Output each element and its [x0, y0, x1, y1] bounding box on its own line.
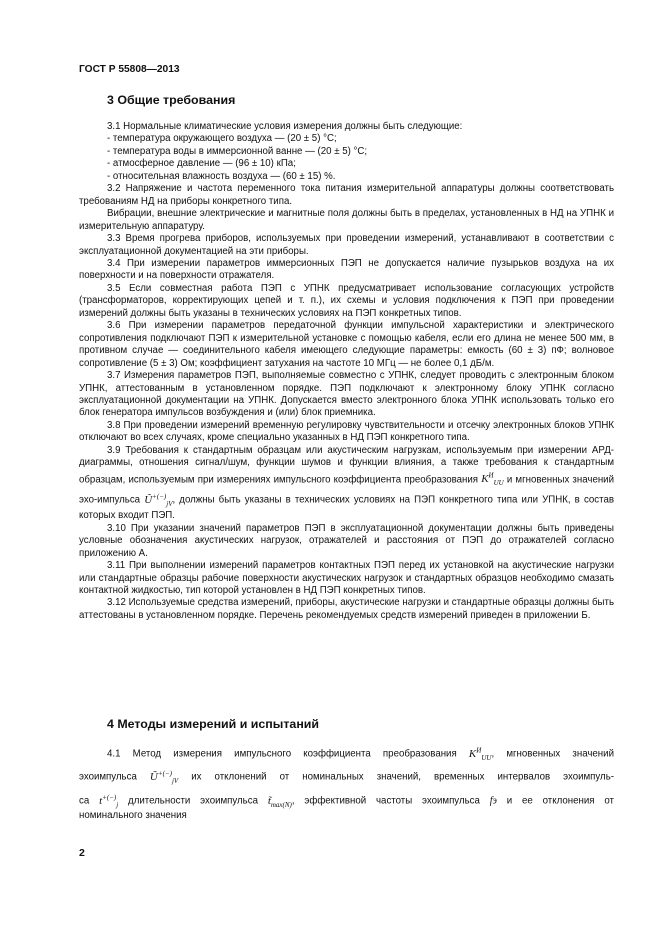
p41-text-i: номинального значения [79, 810, 187, 821]
paragraph-p34: 3.4 При измерении параметров иммерсионных ПЭП не допускается наличие пузырьков воздуха на их поверхности и на поверхности отражателя. [79, 257, 614, 282]
p41-text-b: , мгновенных значений [491, 748, 614, 760]
p39-text-2: и мгновенных значений эхо-импульса [79, 474, 615, 506]
paragraph-l2: - температура воды в иммерсионной ванне — (20 ± 5) °С; [107, 145, 368, 157]
p41-line-2 [79, 769, 614, 785]
p39-u-symbol-base: Ũ [144, 493, 153, 506]
t-j-symbol: $t^{+(-)}_j$ [99, 793, 119, 809]
p41-text-g: , эффективной частоты эхоимпульса [291, 795, 480, 807]
standard-header: ГОСТ Р 55808—2013 [79, 64, 180, 75]
paragraph-p32: 3.2 Напряжение и частота переменного тока питания измерительной аппаратуры должны соответствовать требованиям НД на приборы конкретного типа. [79, 183, 614, 207]
p41-text-c: эхоимпульса [79, 771, 137, 783]
k-uu-symbol: $K^И_{UU}$ [468, 746, 492, 762]
p41-text-h: и ее отклонения от [506, 795, 614, 807]
p41-line-3 [79, 793, 614, 809]
p39-k-symbol: $K^И_{UU}$ [481, 471, 504, 488]
paragraph-p35: 3.5 Если совместная работа ПЭП с УПНК предусматривает использование согласующих устройств (трансформаторов, корректирующих цепей и т. п.), их схемы и условия подключения к ПЭП при проведении измерений должны быть указаны в технических условиях на ПЭП конкретных типов. [79, 282, 614, 319]
paragraph-p37: 3.7 Измерения параметров ПЭП, выполняемые совместно с УПНК, следует проводить с электронным блоком УПНК, аттестованным в установленном порядке. ПЭП подключают к электронному блоку УПНК согласно эксплуатационной документации на УПНК. Допускается вместо электронного блока УПНК использовать только его блок генератора импульсов возбуждения и (или) блок приемника. [79, 370, 614, 419]
f-e-symbol: fэ [489, 795, 497, 807]
paragraph-l4: - относительная влажность воздуха — (60 ± 15) %. [107, 170, 336, 182]
section-3-body [79, 121, 614, 622]
p39-k-symbol-base: K [481, 473, 489, 486]
p41-text-e: са [79, 795, 90, 807]
p41-text-f: длительности эхоимпульса [128, 795, 258, 807]
p41-line-1 [79, 746, 614, 762]
paragraph-l1: - температура окружающего воздуха — (20 ± 5) °С; [107, 133, 337, 145]
paragraph-p32b: Вибрации, внешние электрические и магнитные поля должны быть в пределах, установленных в НД на УПНК и измерительную аппаратуру. [79, 208, 614, 232]
page-number: 2 [79, 847, 85, 859]
paragraph-p310: 3.10 При указании значений параметров ПЭП в эксплуатационной документации должны быть приведены условные обозначения акустических нагрузок, отражателей и расстояния от ПЭП до отражателей согласно приложению А. [79, 522, 614, 559]
section-4-title: 4 Методы измерений и испытаний [107, 717, 320, 731]
paragraph-p33: 3.3 Время прогрева приборов, используемых при проведении измерений, устанавливают в соответствии с эксплуатационной документацией на эти приборы. [79, 233, 614, 257]
p41-text-d: их отклонений от номинальных значений, временных интервалов эхоимпуль- [191, 771, 614, 783]
p41-line-4 [79, 810, 614, 821]
section-3-title: 3 Общие требования [107, 93, 236, 107]
p39-text-3: , должны быть указаны в технических условиях на ПЭП конкретного типа или УПНК, в состав которых входит ПЭП. [79, 494, 614, 522]
paragraph-p36: 3.6 При измерении параметров передаточной функции импульсной характеристики и электрического сопротивления подключают ПЭП к измерительной установке с помощью кабеля, если его длина не менее 500 мм, в противном случае — соединительного кабеля имеющего следующие параметры: емкость (60 ± 3) пФ; волновое сопротивление (5 ± 3) Ом; коэффициент затухания на частоте 10 МГц — не более 0,1 дБ/м. [79, 320, 614, 369]
paragraph-p312: 3.12 Используемые средства измерений, приборы, акустические нагрузки и стандартные образцы должны быть аттестованы в установленном порядке. Перечень рекомендуемых средств измерений приведен в приложении Б. [79, 597, 614, 621]
u-jv-symbol: $Ũ^{+(-)}_{jV}$ [149, 769, 179, 785]
paragraph-l3: - атмосферное давление — (96 ± 10) кПа; [107, 158, 296, 170]
p39-text-1: 3.9 Требования к стандартным образцам или акустическим нагрузкам, используемым при измерении АРД-диаграммы, отношения сигнал/шум, функции шумов и функции влияния, а также требования к стандартным образцам, используемым при измерениях импульсного коэффициента преобразования [79, 444, 614, 486]
p41-text-a: 4.1 Метод измерения импульсного коэффициента преобразования [107, 748, 457, 760]
t-max-symbol: $t̃_{max(N)}$ [267, 794, 292, 809]
paragraph-p39 [79, 445, 614, 523]
paragraph-p311: 3.11 При выполнении измерений параметров контактных ПЭП перед их установкой на акустические нагрузки или стандартные образцы рабочие поверхности акустических нагрузок и стандартных образцов необходимо смазать контактной жидкостью, тип которой установлен в НД ПЭП конкретных типов. [79, 560, 614, 596]
p39-u-symbol: $Ũ^{+(-)}_{jV}$ [144, 491, 173, 508]
paragraph-p38: 3.8 При проведении измерений временную регулировку чувствительности и отсечку электронных блоков УПНК отключают во всех случаях, кроме специально указанных в НД ПЭП конкретного типа. [79, 419, 614, 444]
paragraph-4-1 [79, 746, 614, 826]
paragraph-p31: 3.1 Нормальные климатические условия измерения должны быть следующие: [107, 121, 463, 132]
